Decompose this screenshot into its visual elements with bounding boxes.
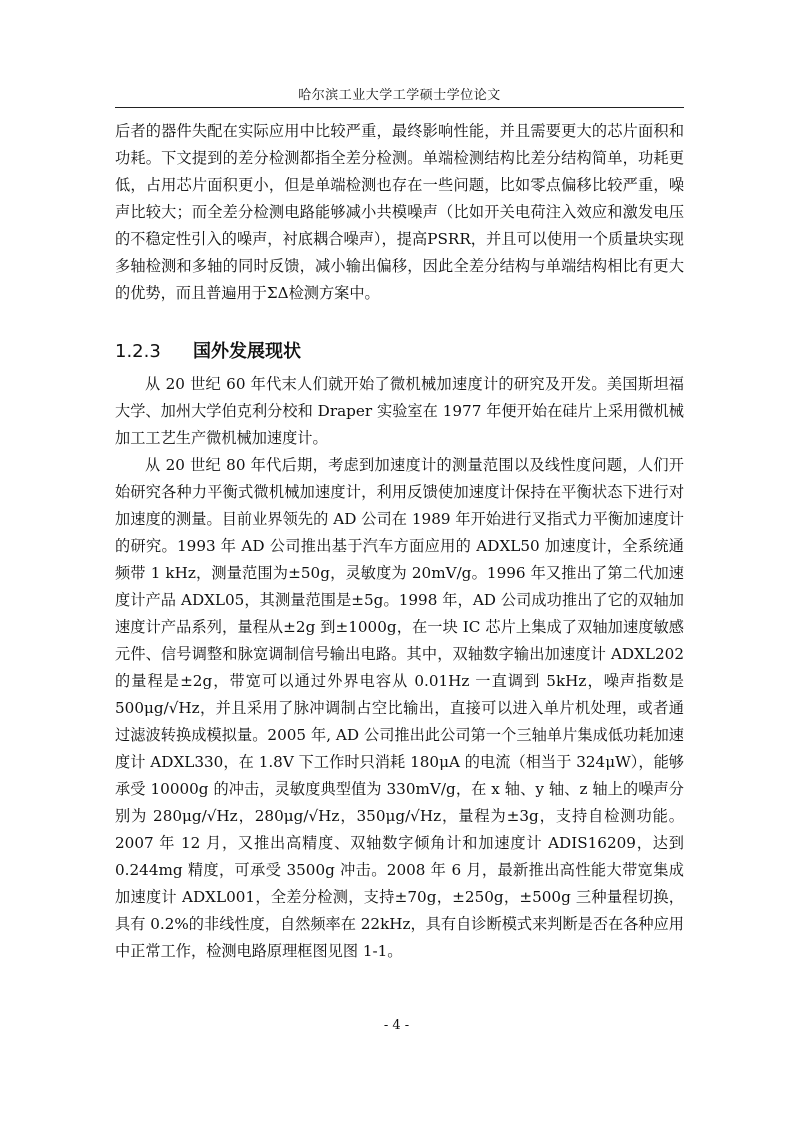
- body-paragraph-2: 从 20 世纪 80 年代后期，考虑到加速度计的测量范围以及线性度问题，人们开始研究各种力平衡式微机械加速度计，利用反馈使加速度计保持在平衡状态下进行对加速度的测量。目前业界领先的 AD 公司在 1989 年开始进行叉指式力平衡加速度计的研究。1993 年 AD 公司推出基于汽车方面应用的 ADXL50 加速度计，全系统通频带 1 kHz，测量范围为±50g，灵敏度为 20mV/g。1996 年又推出了第二代加速度计产品 ADXL05，其测量范围是±5g。1998 年，AD 公司成功推出了它的双轴加速度计产品系列，量程从±2g 到±1000g，在一块 IC 芯片上集成了双轴加速度敏感元件、信号调整和脉宽调制信号输出电路。其中，双轴数字输出加速度计 ADXL202 的量程是±2g，带宽可以通过外界电容从 0.01Hz 一直调到 5kHz，噪声指数是 500μg/√Hz，并且采用了脉冲调制占空比输出，直接可以进入单片机处理，或者通过滤波转换成模拟量。2005 年, AD 公司推出此公司第一个三轴单片集成低功耗加速度计 ADXL330，在 1.8V 下工作时只消耗 180μA 的电流（相当于 324μW），能够承受 10000g 的冲击，灵敏度典型值为 330mV/g，在 x 轴、y 轴、z 轴上的噪声分别为 280μg/√Hz，280μg/√Hz，350μg/√Hz，量程为±3g，支持自检测功能。2007 年 12 月，又推出高精度、双轴数字倾角计和加速度计 ADIS16209，达到 0.244mg 精度，可承受 3500g 冲击。2008 年 6 月，最新推出高性能大带宽集成加速度计 ADXL001，全差分检测，支持±70g，±250g，±500g 三种量程切换，具有 0.2%的非线性度，自然频率在 22kHz，具有自诊断模式来判断是否在各种应用中正常工作，检测电路原理框图见图 1-1。: [115, 456, 684, 960]
- section-number: 1.2.3: [115, 341, 161, 362]
- section-heading: [115, 339, 684, 365]
- header-rule: [115, 107, 684, 108]
- body-text-block: [115, 371, 684, 965]
- running-header: 哈尔滨工业大学工学硕士学位论文: [298, 88, 501, 103]
- intro-paragraph-block: [115, 118, 684, 307]
- section-title: 国外发展现状: [193, 341, 301, 362]
- body-paragraph-1: 从 20 世纪 60 年代末人们就开始了微机械加速度计的研究及开发。美国斯坦福大学、加州大学伯克利分校和 Draper 实验室在 1977 年便开始在硅片上采用微机械加工工艺生产微机械加速度计。: [115, 375, 684, 447]
- page-number: - 4 -: [383, 1018, 410, 1033]
- intro-paragraph: 后者的器件失配在实际应用中比较严重，最终影响性能，并且需要更大的芯片面积和功耗。下文提到的差分检测都指全差分检测。单端检测结构比差分结构简单，功耗更低，占用芯片面积更小，但是单端检测也存在一些问题，比如零点偏移比较严重，噪声比较大；而全差分检测电路能够减小共模噪声（比如开关电荷注入效应和激发电压的不稳定性引入的噪声，衬底耦合噪声），提高PSRR，并且可以使用一个质量块实现多轴检测和多轴的同时反馈，减小输出偏移，因此全差分结构与单端结构相比有更大的优势，而且普遍用于ΣΔ检测方案中。: [115, 122, 684, 302]
